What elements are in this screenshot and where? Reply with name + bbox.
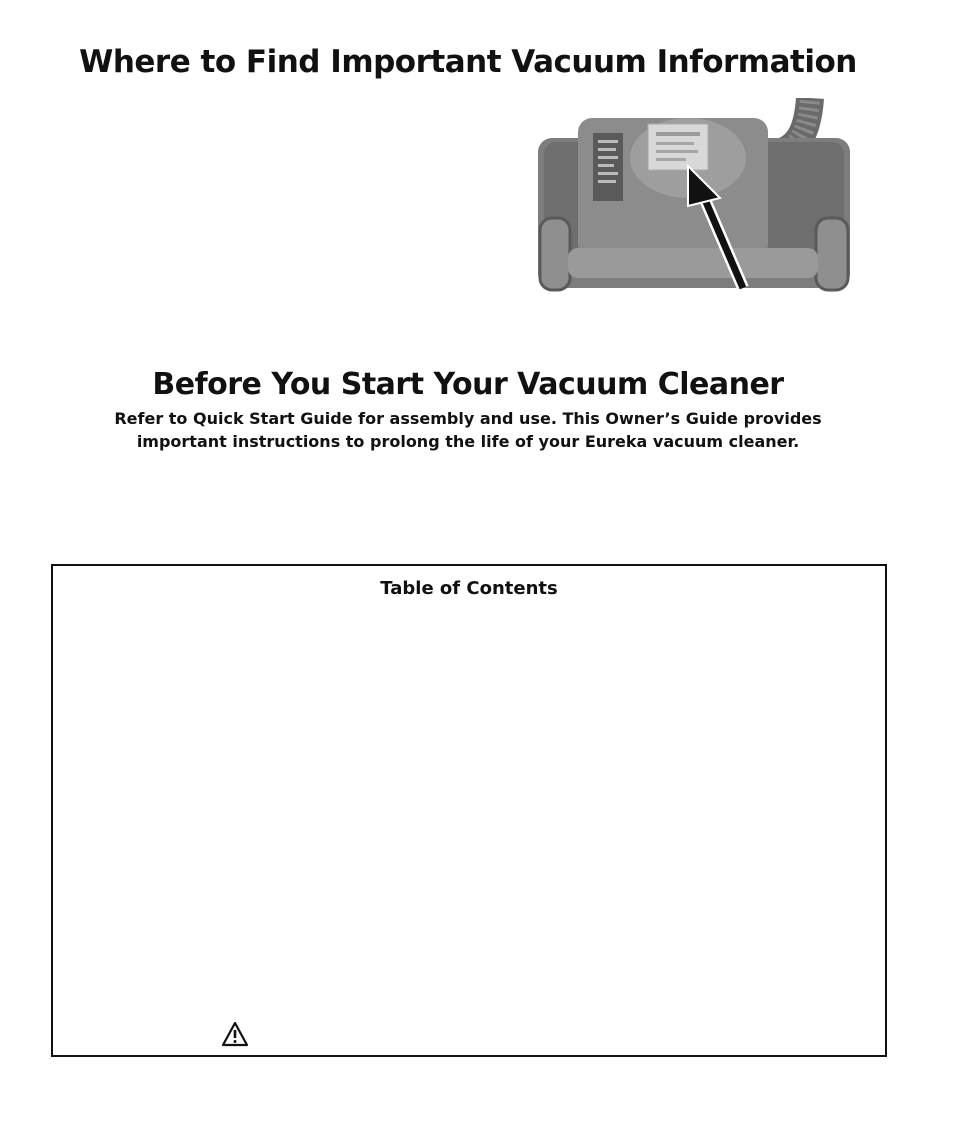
section-title: Before You Start Your Vacuum Cleaner xyxy=(152,367,784,402)
intro-text xyxy=(0,407,936,453)
intro-line-2: important instructions to prolong the life of your Eureka vacuum cleaner. xyxy=(136,432,800,451)
table-of-contents-box xyxy=(51,564,887,1057)
vacuum-photo xyxy=(538,98,850,292)
intro-line-1: Refer to Quick Start Guide for assembly and use. This Owner’s Guide provides xyxy=(114,409,822,428)
vacuum-photo-with-arrow-icon xyxy=(538,98,850,292)
warning-triangle-icon xyxy=(221,1021,249,1047)
toc-title: Table of Contents xyxy=(380,578,558,599)
page-title: Where to Find Important Vacuum Information xyxy=(79,44,857,80)
